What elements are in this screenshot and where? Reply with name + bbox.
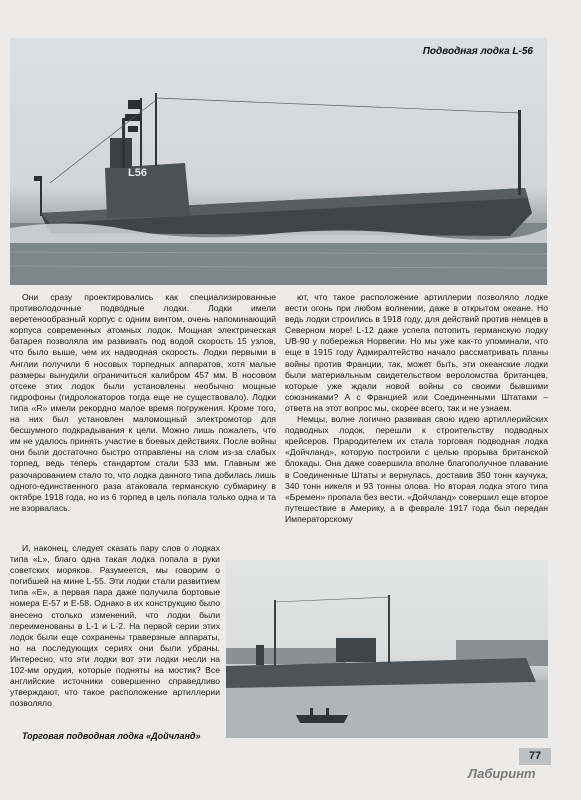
submarine-l56-illustration <box>10 38 547 285</box>
paragraph: И, наконец, следует сказать пару слов о лодках типа «L», благо одна такая лодка попала в руки советских моряков. Разумеется, мы говорим о погибшей на мине L-55. Эти лодки стали развитием типа «E», а первая пара даже получила бортовые номера E-57 и E-58. Однако в их конструкцию было внесено столько изменений, что лодки были переименованы в L-1 и L-2. На первой серии этих лодок были еще сохранены траверзные аппараты, но на последующих сериях они были убраны. Интересно, что эти лодки вот эти лодки несли на 102-мм орудия, которые подняты на мостик? Все английские источники совершенно справедливо утверждают, что такое расположение артиллерии позволяло <box>10 543 220 709</box>
photo-caption-l56: Подводная лодка L-56 <box>422 46 533 57</box>
watermark-logo: Лабиринт <box>468 766 536 781</box>
photo-submarine-l56 <box>10 38 547 285</box>
deutschland-photo-illustration <box>226 560 548 738</box>
text-column-right <box>285 292 548 525</box>
photo-deutschland <box>226 560 548 738</box>
hull-number-label: L56 <box>128 167 147 179</box>
text-column-left-bottom <box>10 543 220 709</box>
page-number: 77 <box>519 748 551 765</box>
photo-caption-deutschland: Торговая подводная лодка «Дойчланд» <box>22 731 201 741</box>
paragraph: ют, что такое расположение артиллерии позволяло лодке вести огонь при любом волнении, даже в открытом океане. Но ведь лодки строились в 1918 году, для действий против немцев в Северном море! L-12 даже успела потопить германскую лодку UB-90 у побережья Норвегии. Но мы уже как-то упоминали, что еще в 1915 году Адмиралтейство начало рассматривать планы войны против Франции, так, может быть, эти океанские лодки были материальным свидетельством вероломства британцев, которые уже ждали новой войны со своими бывшими союзниками? А с Францией или Соединенными Штатами – ответа на этот вопрос мы, скорее всего, так и не узнаем. <box>285 292 548 413</box>
paragraph: Они сразу проектировались как специализированные противолодочные подводные лодки. Лодки имели веретенообразный корпус с одним винтом, очень напоминающий корпуса современных атомных лодок. Мощная электрическая батарея позволяла им развивать под водой скорость 15 узлов, что было выше, чем их надводная скорость. Лодки первыми в Англии получили 6 носовых торпедных аппаратов, хотя малые размеры вынудили ограничиться калибром 457 мм. В носовом отсеке этих лодок были установлены необычно мощные гидрофоны (гидролокаторов тогда еще не существовало). Лодки типа «R» имели рекордно малое время погружения. Кроме того, на них был установлен маломощный электромотор для бесшумного подкрадывания к цели. Можно лишь пожалеть, что им не удалось принять участие в боевых действиях. После войны они были достаточно быстро отправлены на слом из-за слабых торпед, ведь теперь стандартом стали 533 мм. Главным же разочарованием стало то, что лодка данного типа добилась лишь одного-единственного раза атаковала германскую субмарину в октябре 1918 года, но из 6 торпед в цель попала только одна и та не взорвалась. <box>10 292 276 513</box>
paragraph: Немцы, волне логично развивая свою идею артиллерийских подводных лодок, перешли к строительству подводных крейсеров. Прародителем их стала торговая подводная лодка «Дойчланд», которую построили с целью прорыва британской блокады. Она даже совершила вполне благополучное плавание в Соединенные Штаты и вернулась, доставив 350 тонн каучука, 340 тонн никеля и 93 тонны олова. Но вторая лодка этого типа «Бремен» пропала без вести. «Дойчланд» совершил еще второе путешествие в Америку, а в феврале 1917 года был передан Императорскому <box>285 414 548 524</box>
text-column-left <box>10 292 276 514</box>
